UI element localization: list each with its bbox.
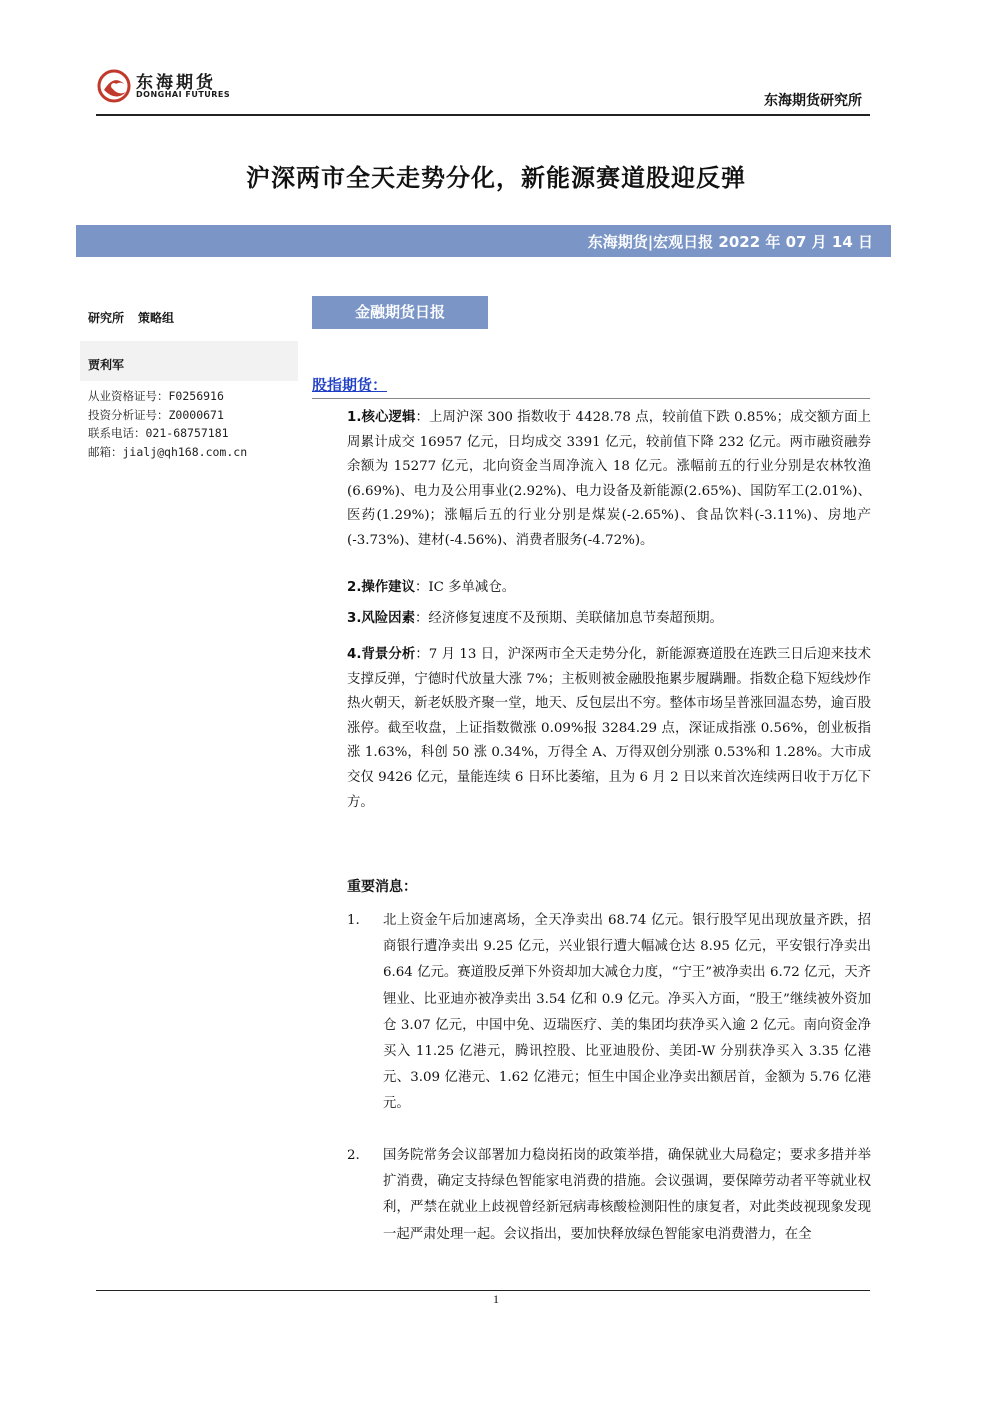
logo-text-en: DONGHAI FUTURES: [136, 90, 231, 99]
news-item: [347, 908, 871, 1118]
paragraph-text: ：7 月 13 日，沪深两市全天走势分化，新能源赛道股在连跌三日后迎来技术支撑反弹，宁德时代放量大涨 7%；主板则被金融股拖累步履蹒跚。指数企稳下短线炒作热火朝天，新老妖股齐聚一堂，地天、反包层出不穷。整体市场呈普涨回温态势，逾百股涨停。截至收盘，上证指数微涨 0.09%报 3284.29 点，深证成指涨 0.56%，创业板指涨 1.63%，科创 50 涨 0.34%，万得全 A、万得双创分别涨 0.53%和 1.28%。大市成交仅 9426 亿元，量能连续 6 日环比萎缩，且为 6 月 2 日以来首次连续两日收于万亿下方。: [347, 647, 872, 810]
contact-email: 邮箱：jialj@qh168.com.cn: [88, 444, 248, 459]
section-tag: 金融期货日报: [312, 296, 488, 329]
sub-heading-index-futures: 股指期货：: [312, 376, 388, 394]
team-dept: 研究所: [88, 311, 125, 325]
report-banner: [76, 225, 891, 257]
contact-phone: 联系电话：021-68757181: [88, 426, 229, 441]
report-title: 沪深两市全天走势分化，新能源赛道股迎反弹: [246, 164, 746, 192]
news-number: 1.: [347, 913, 360, 928]
paragraph-label: 3.风险因素: [347, 611, 415, 626]
paragraph-background: [347, 643, 871, 815]
logo-text-cn: 东海期货: [136, 73, 216, 93]
header-divider: [96, 114, 870, 116]
analyst-box: [80, 341, 298, 381]
banner-text: 东海期货|宏观日报 2022 年 07 月 14 日: [587, 233, 873, 251]
logo-emblem-icon: [96, 66, 132, 106]
analyst-contacts: [88, 387, 247, 461]
analyst-name: 贾利军: [88, 358, 125, 372]
paragraph-label: 1.核心逻辑: [347, 410, 416, 425]
news-heading: 重要消息：: [347, 879, 417, 895]
paragraph-text: ：IC 多单减仓。: [414, 580, 516, 595]
paragraph-text: ：经济修复速度不及预期、美联储加息节奏超预期。: [414, 611, 723, 626]
company-logo: [96, 66, 246, 112]
paragraph-risk-factors: [347, 607, 871, 632]
news-text: 国务院常务会议部署加力稳岗拓岗的政策举措，确保就业大局稳定；要求多措并举扩消费，确定支持绿色智能家电消费的措施。会议强调，要保障劳动者平等就业权利，严禁在就业上歧视曾经新冠病毒核酸检测阳性的康复者，对此类歧视现象发现一起严肃处理一起。会议指出，要加快释放绿色智能家电消费潜力，在全: [383, 1148, 871, 1242]
paragraph-label: 2.操作建议: [347, 580, 415, 595]
analysis-cert-number: 投资分析证号：Z0000671: [88, 407, 224, 422]
paragraph-operation-advice: [347, 576, 871, 601]
qualification-number: 从业资格证号：F0256916: [88, 389, 224, 403]
paragraph-label: 4.背景分析: [347, 647, 416, 662]
paragraph-core-logic: [347, 406, 871, 554]
sub-heading-divider: [312, 398, 870, 399]
news-text: 北上资金午后加速离场，全天净卖出 68.74 亿元。银行股罕见出现放量齐跌，招商银行遭净卖出 9.25 亿元，兴业银行遭大幅减仓达 8.95 亿元，平安银行净卖出 6.64 亿元。赛道股反弹下外资却加大减仓力度，“宁王”被净卖出 6.72 亿元，天齐锂业、比亚迪亦被净卖出 3.54 亿和 0.9 亿元。净买入方面，“股王”继续被外资加仓 3.07 亿元，中国中免、迈瑞医疗、美的集团均获净买入逾 2 亿元。南向资金净买入 11.25 亿港元，腾讯控股、比亚迪股份、美团-W 分别获净买入 3.35 亿港元、3.09 亿港元、1.62 亿港元；恒生中国企业净卖出额居首，金额为 5.76 亿港元。: [383, 913, 871, 1112]
team-line: [88, 309, 174, 326]
page-number: 1: [493, 1292, 499, 1306]
footer-divider: [96, 1290, 870, 1291]
team-group: 策略组: [138, 311, 175, 325]
news-item: [347, 1143, 871, 1248]
institute-name: 东海期货研究所: [764, 93, 862, 109]
news-number: 2.: [347, 1148, 360, 1163]
paragraph-text: ：上周沪深 300 指数收于 4428.78 点，较前值下跌 0.85%；成交额方面上周累计成交 16957 亿元，日均成交 3391 亿元，较前值下降 232 亿元。两市融资融券余额为 15277 亿元，北向资金当周净流入 18 亿元。涨幅前五的行业分别是农林牧渔(6.69%)、电力及公用事业(2.92%)、电力设备及新能源(2.65%)、国防军工(2.01%)、医药(1.29%)；涨幅后五的行业分别是煤炭(-2.65%)、食品饮料(-3.11%)、房地产(-3.73%)、建材(-4.56%)、消费者服务(-4.72%)。: [347, 410, 871, 548]
